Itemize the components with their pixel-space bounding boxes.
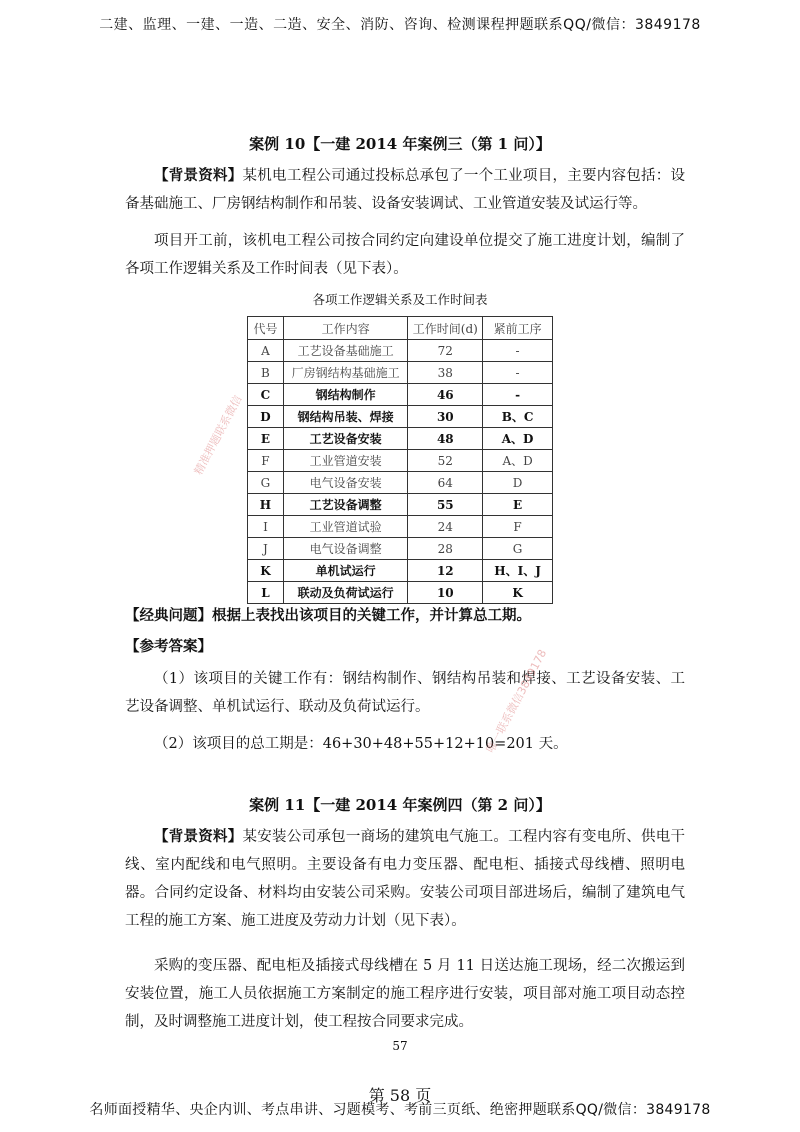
- cell-code: E: [248, 428, 284, 450]
- cell-content: 厂房钢结构基础施工: [283, 362, 408, 384]
- case10-answer2: （2）该项目的总工期是：46+30+48+55+12+10=201 天。: [154, 736, 568, 752]
- page-footer-label: 第 58 页: [368, 1086, 432, 1105]
- cell-pred: B、C: [483, 406, 553, 428]
- footer-banner: 名师面授精华、央企内训、考点串讲、习题模考、考前三页纸、绝密押题联系QQ/微信：3849178: [89, 1102, 711, 1118]
- cell-code: C: [248, 384, 284, 406]
- cell-code: F: [248, 450, 284, 472]
- watermark-right: 唯一联系微信3849178: [483, 647, 550, 756]
- case10-background: [125, 162, 685, 218]
- cell-days: 48: [408, 428, 483, 450]
- table-header-days: 工作时间(d): [408, 317, 483, 340]
- cell-pred: H、I、J: [483, 560, 553, 582]
- header-banner: 二建、监理、一建、一造、二造、安全、消防、咨询、检测课程押题联系QQ/微信：3849178: [99, 17, 701, 33]
- cell-pred: -: [483, 384, 553, 406]
- cell-days: 52: [408, 450, 483, 472]
- cell-code: J: [248, 538, 284, 560]
- cell-code: A: [248, 340, 284, 362]
- table-header-row: [248, 317, 553, 340]
- cell-code: I: [248, 516, 284, 538]
- table-row: [248, 538, 553, 560]
- cell-code: L: [248, 582, 284, 604]
- cell-pred: A、D: [483, 428, 553, 450]
- table-row-critical: [248, 428, 553, 450]
- cell-days: 38: [408, 362, 483, 384]
- cell-days: 55: [408, 494, 483, 516]
- table-row-critical: [248, 560, 553, 582]
- table-row: [248, 450, 553, 472]
- cell-days: 10: [408, 582, 483, 604]
- page-number: 57: [392, 1039, 408, 1053]
- table-header-pred: 紧前工序: [483, 317, 553, 340]
- case10-answer1: （1）该项目的关键工作有：钢结构制作、钢结构吊装和焊接、工艺设备安装、工艺设备调整、单机试运行、联动及负荷试运行。: [125, 671, 685, 715]
- cell-pred: -: [483, 340, 553, 362]
- cell-pred: K: [483, 582, 553, 604]
- cell-content: 电气设备调整: [283, 538, 408, 560]
- cell-days: 24: [408, 516, 483, 538]
- case11-background-label: 【背景资料】: [154, 828, 243, 845]
- table-row-critical: [248, 494, 553, 516]
- cell-days: 28: [408, 538, 483, 560]
- table-row-critical: [248, 582, 553, 604]
- cell-pred: A、D: [483, 450, 553, 472]
- case10-question: 【经典问题】根据上表找出该项目的关键工作，并计算总工期。: [125, 607, 531, 624]
- cell-code: G: [248, 472, 284, 494]
- case11-background-text: 某安装公司承包一商场的建筑电气施工。工程内容有变电所、供电干线、室内配线和电气照明。主要设备有电力变压器、配电柜、插接式母线槽、照明电器。合同约定设备、材料均由安装公司采购。安装公司项目部进场后，编制了建筑电气工程的施工方案、施工进度及劳动力计划（见下表）。: [125, 829, 686, 929]
- case10-background-text: 某机电工程公司通过投标总承包了一个工业项目，主要内容包括：设备基础施工、厂房钢结构制作和吊装、设备安装调试、工业管道安装及试运行等。: [125, 168, 686, 212]
- table-row-critical: [248, 384, 553, 406]
- table-header-content: 工作内容: [283, 317, 408, 340]
- table-row: [248, 340, 553, 362]
- cell-code: D: [248, 406, 284, 428]
- case11-title: 案例 11【一建 2014 年案例四（第 2 问）】: [249, 796, 551, 814]
- cell-code: K: [248, 560, 284, 582]
- cell-pred: F: [483, 516, 553, 538]
- cell-pred: -: [483, 362, 553, 384]
- table-caption: 各项工作逻辑关系及工作时间表: [312, 292, 488, 307]
- cell-days: 64: [408, 472, 483, 494]
- case10-paragraph2: 项目开工前，该机电工程公司按合同约定向建设单位提交了施工进度计划，编制了各项工作逻辑关系及工作时间表（见下表）。: [125, 233, 685, 277]
- table-row: [248, 472, 553, 494]
- cell-days: 46: [408, 384, 483, 406]
- watermark-left: 精准押题联系微信: [191, 393, 245, 478]
- cell-days: 30: [408, 406, 483, 428]
- case10-background-label: 【背景资料】: [154, 167, 243, 184]
- cell-content: 工艺设备调整: [283, 494, 408, 516]
- cell-content: 单机试运行: [283, 560, 408, 582]
- cell-content: 工业管道安装: [283, 450, 408, 472]
- cell-days: 72: [408, 340, 483, 362]
- cell-pred: G: [483, 538, 553, 560]
- cell-content: 钢结构制作: [283, 384, 408, 406]
- cell-content: 联动及负荷试运行: [283, 582, 408, 604]
- cell-content: 工艺设备安装: [283, 428, 408, 450]
- case10-title: 案例 10【一建 2014 年案例三（第 1 问）】: [249, 135, 551, 153]
- cell-code: B: [248, 362, 284, 384]
- case11-background: [125, 823, 685, 935]
- table-row: [248, 362, 553, 384]
- cell-content: 钢结构吊装、焊接: [283, 406, 408, 428]
- cell-pred: E: [483, 494, 553, 516]
- work-logic-table: [247, 316, 553, 604]
- cell-content: 电气设备安装: [283, 472, 408, 494]
- table-row: [248, 516, 553, 538]
- cell-days: 12: [408, 560, 483, 582]
- table-row-critical: [248, 406, 553, 428]
- cell-content: 工业管道试验: [283, 516, 408, 538]
- case11-paragraph2: 采购的变压器、配电柜及插接式母线槽在 5 月 11 日送达施工现场，经二次搬运到安装位置，施工人员依据施工方案制定的施工程序进行安装，项目部对施工项目动态控制，及时调整施工进度计划，使工程按合同要求完成。: [125, 958, 685, 1030]
- cell-pred: D: [483, 472, 553, 494]
- cell-code: H: [248, 494, 284, 516]
- table-header-code: 代号: [248, 317, 284, 340]
- cell-content: 工艺设备基础施工: [283, 340, 408, 362]
- case10-answer-label: 【参考答案】: [125, 638, 212, 655]
